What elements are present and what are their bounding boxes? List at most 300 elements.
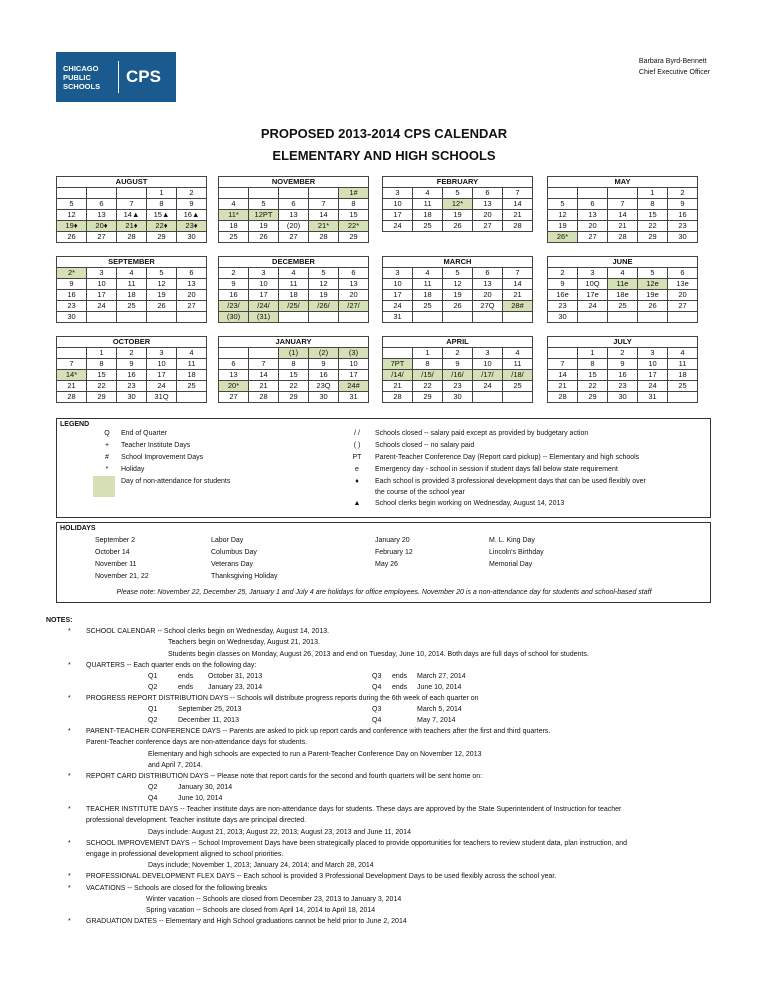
note-sub: Students begin classes on Monday, August 26, 2013 and end on Tuesday, June 10, 2014. Both days are full days of school for students. (168, 650, 589, 658)
day-cell: 14▲ (117, 210, 147, 221)
day-cell: 13 (339, 279, 369, 290)
executive-block (639, 56, 710, 78)
day-cell: 4 (413, 268, 443, 279)
day-cell: /25/ (279, 301, 309, 312)
day-cell: 20* (219, 381, 249, 392)
day-cell: 12 (147, 279, 177, 290)
day-cell: 12e (638, 279, 668, 290)
day-cell: 25 (117, 301, 147, 312)
day-cell: 18 (117, 290, 147, 301)
day-cell: 11* (219, 210, 249, 221)
holiday-date: January 20 (375, 537, 410, 544)
day-cell: 12* (443, 199, 473, 210)
note-item (46, 883, 716, 894)
day-cell: 18e (608, 290, 638, 301)
day-cell: 1 (578, 348, 608, 359)
day-cell: 4 (413, 188, 443, 199)
day-cell: 1 (87, 348, 117, 359)
month-september (56, 256, 207, 323)
day-cell: 22♦ (147, 221, 177, 232)
day-cell (249, 348, 279, 359)
holiday-names-1 (211, 535, 278, 583)
day-cell: 10 (339, 359, 369, 370)
day-cell: 24# (339, 381, 369, 392)
day-cell: 27 (219, 392, 249, 403)
day-cell: 23 (57, 301, 87, 312)
quarter-ends: ends (178, 673, 194, 681)
note-text: PROGRESS REPORT DISTRIBUTION DAYS -- Schools will distribute progress reports during the 6th week of each quarter on (86, 695, 479, 703)
holiday-date: October 14 (95, 549, 130, 556)
legend-text: End of Quarter (121, 430, 167, 437)
day-cell: 2 (548, 268, 578, 279)
day-cell: 12 (548, 210, 578, 221)
day-cell: 3 (473, 348, 503, 359)
day-cell (117, 188, 147, 199)
day-cell: (31) (249, 312, 279, 323)
day-cell: 25 (608, 301, 638, 312)
note-text: PARENT-TEACHER CONFERENCE DAYS -- Parents are asked to pick up report cards and conference with teachers after the first and third quarters. (86, 728, 551, 736)
day-cell (383, 348, 413, 359)
day-cell: 9 (668, 199, 698, 210)
note-sub: Parent-Teacher conference days are non-attendance days for students. (86, 739, 308, 747)
day-cell: 29 (413, 392, 443, 403)
day-cell: 2 (443, 348, 473, 359)
note-text: SCHOOL CALENDAR -- School clerks begin on Wednesday, August 14, 2013. (86, 628, 330, 636)
day-cell: 4 (177, 348, 207, 359)
day-cell: 24 (473, 381, 503, 392)
day-cell: 27 (87, 232, 117, 243)
day-cell: 3 (249, 268, 279, 279)
month-april (382, 336, 533, 403)
note-bullet: * (68, 628, 71, 636)
day-cell: 10 (147, 359, 177, 370)
day-cell: /23/ (219, 301, 249, 312)
day-cell: 25 (413, 221, 443, 232)
month-name: DECEMBER (219, 257, 369, 268)
day-cell: 26 (249, 232, 279, 243)
day-cell (117, 312, 147, 323)
holiday-name: Columbus Day (211, 549, 257, 556)
day-cell: /24/ (249, 301, 279, 312)
holiday-dates-2 (375, 535, 413, 571)
day-cell: 20 (668, 290, 698, 301)
day-cell: 3 (383, 268, 413, 279)
quarter-ends: ends (392, 684, 408, 692)
day-cell: /27/ (339, 301, 369, 312)
day-cell: 7PT (383, 359, 413, 370)
day-cell: 14 (503, 279, 533, 290)
day-cell: 22* (339, 221, 369, 232)
month-name: NOVEMBER (219, 177, 369, 188)
month-name: FEBRUARY (383, 177, 533, 188)
legend-symbol: ♦ (355, 478, 359, 485)
day-cell: 19 (548, 221, 578, 232)
day-cell: 15 (279, 370, 309, 381)
day-cell: 2* (57, 268, 87, 279)
day-cell: 18 (668, 370, 698, 381)
day-cell: 7 (309, 199, 339, 210)
day-cell: 20 (473, 290, 503, 301)
day-cell: 20 (339, 290, 369, 301)
day-cell: 18 (279, 290, 309, 301)
day-cell: 5 (443, 188, 473, 199)
note-bullet: * (68, 839, 71, 847)
day-cell: 6 (473, 188, 503, 199)
holiday-date: May 26 (375, 561, 398, 568)
month-name: OCTOBER (57, 337, 207, 348)
day-cell: 23 (548, 301, 578, 312)
day-cell: 21 (383, 381, 413, 392)
day-cell: /15/ (413, 370, 443, 381)
legend-text: School Improvement Days (121, 454, 204, 461)
day-cell: 5 (309, 268, 339, 279)
legend-symbol: # (105, 454, 109, 461)
day-cell: 31Q (147, 392, 177, 403)
day-cell: 9 (57, 279, 87, 290)
day-cell: 16 (668, 210, 698, 221)
day-cell: 30 (177, 232, 207, 243)
day-cell: 16 (219, 290, 249, 301)
day-cell: 30 (548, 312, 578, 323)
day-cell: 28# (503, 301, 533, 312)
note-sub: Days include; November 1, 2013; January 24, 2014; and March 28, 2014 (148, 862, 374, 870)
note-sub: and April 7, 2014. (148, 761, 203, 769)
legend-symbol: + (104, 442, 110, 449)
month-october (56, 336, 207, 403)
day-cell: 2 (219, 268, 249, 279)
legend-text: the course of the school year (375, 489, 465, 496)
day-cell: 25 (413, 301, 443, 312)
day-cell (503, 312, 533, 323)
holiday-date: September 2 (95, 537, 136, 544)
day-cell: 28 (548, 392, 578, 403)
day-cell: 29 (279, 392, 309, 403)
quarter-date: March 27, 2014 (417, 673, 466, 681)
day-cell: 19 (309, 290, 339, 301)
day-cell (309, 188, 339, 199)
day-cell: 16 (608, 370, 638, 381)
day-cell: 22 (638, 221, 668, 232)
day-cell: 23 (608, 381, 638, 392)
day-cell: 9 (443, 359, 473, 370)
cps-logo (56, 52, 176, 102)
day-cell: 21 (608, 221, 638, 232)
day-cell: 23 (443, 381, 473, 392)
month-november (218, 176, 369, 243)
quarter-date: September 25, 2013 (178, 706, 242, 714)
legend-symbol: * (105, 466, 109, 473)
note-item (46, 771, 716, 782)
day-cell: 3 (578, 268, 608, 279)
exec-name: Barbara Byrd-Bennett (638, 58, 707, 65)
month-february (382, 176, 533, 232)
day-cell: 29 (339, 232, 369, 243)
day-cell: (2) (309, 348, 339, 359)
day-cell: 22 (578, 381, 608, 392)
legend-green-swatch (93, 476, 115, 497)
legend-symbol: PT (352, 454, 362, 461)
day-cell (339, 312, 369, 323)
day-cell: 24 (638, 381, 668, 392)
day-cell: 14 (249, 370, 279, 381)
day-cell: (1) (279, 348, 309, 359)
day-cell (548, 348, 578, 359)
day-cell: 5 (57, 199, 87, 210)
day-cell: 9 (219, 279, 249, 290)
note-sub: Teachers begin on Wednesday, August 21, 2013. (168, 639, 320, 647)
note-text: PROFESSIONAL DEVELOPMENT FLEX DAYS -- Each school is provided 3 Professional Development Days to be used flexibly across the school year. (86, 873, 557, 881)
quarter-label: Q2 (148, 717, 158, 725)
day-cell: 6 (339, 268, 369, 279)
day-cell: /16/ (443, 370, 473, 381)
day-cell: 8 (147, 199, 177, 210)
day-cell (668, 312, 698, 323)
legend-text: Schools closed -- no salary paid (375, 442, 475, 449)
day-cell: 3 (147, 348, 177, 359)
day-cell: 26 (57, 232, 87, 243)
month-may (547, 176, 698, 243)
day-cell (177, 392, 207, 403)
holiday-name: Memorial Day (489, 561, 533, 568)
month-december (218, 256, 369, 323)
day-cell: 27 (279, 232, 309, 243)
quarter-ends: ends (392, 673, 408, 681)
progress-table (46, 704, 716, 726)
day-cell: 1 (147, 188, 177, 199)
quarter-label: Q2 (148, 684, 158, 692)
legend-text: Holiday (121, 466, 145, 473)
holiday-date: November 11 (95, 561, 137, 568)
day-cell: 23♦ (177, 221, 207, 232)
quarter-label: Q4 (372, 717, 382, 725)
logo-line-2: PUBLIC (63, 72, 91, 82)
day-cell: 25 (177, 381, 207, 392)
day-cell: 17 (383, 290, 413, 301)
quarter-label: Q3 (372, 706, 382, 714)
day-cell: 13e (668, 279, 698, 290)
day-cell: 19e (638, 290, 668, 301)
day-cell: 28 (383, 392, 413, 403)
logo-line-1: CHICAGO (63, 63, 99, 73)
legend-text: Day of non-attendance for students (121, 478, 231, 485)
note-item (46, 804, 716, 815)
day-cell: 30 (57, 312, 87, 323)
month-name: JUNE (548, 257, 698, 268)
day-cell: 7 (608, 199, 638, 210)
day-cell: 7 (117, 199, 147, 210)
holiday-name: Veterans Day (211, 561, 254, 568)
day-cell: 13 (473, 199, 503, 210)
note-bullet: * (68, 918, 71, 926)
day-cell (578, 312, 608, 323)
day-cell: 26* (548, 232, 578, 243)
note-bullet: * (68, 806, 71, 814)
day-cell: 15 (87, 370, 117, 381)
day-cell: 28 (117, 232, 147, 243)
day-cell: 26 (147, 301, 177, 312)
day-cell: 24 (147, 381, 177, 392)
month-june (547, 256, 698, 323)
legend-text: School clerks begin working on Wednesday, August 14, 2013 (375, 500, 565, 507)
day-cell: 10 (383, 279, 413, 290)
day-cell: 4 (279, 268, 309, 279)
quarter-label: Q1 (148, 673, 158, 681)
day-cell: 3 (383, 188, 413, 199)
day-cell: /18/ (503, 370, 533, 381)
day-cell (57, 188, 87, 199)
note-item (46, 726, 716, 737)
day-cell: 9 (608, 359, 638, 370)
day-cell: 10 (473, 359, 503, 370)
day-cell (668, 392, 698, 403)
day-cell: 17 (249, 290, 279, 301)
day-cell: 5 (548, 199, 578, 210)
legend-box (56, 418, 711, 518)
quarter-label: Q3 (372, 673, 382, 681)
day-cell: 5 (147, 268, 177, 279)
day-cell: 15 (578, 370, 608, 381)
day-cell: 25 (668, 381, 698, 392)
day-cell: 6 (279, 199, 309, 210)
day-cell: /26/ (309, 301, 339, 312)
note-item (46, 871, 716, 882)
day-cell: 2 (117, 348, 147, 359)
month-name: MARCH (383, 257, 533, 268)
day-cell: 7 (503, 268, 533, 279)
day-cell: 27 (578, 232, 608, 243)
day-cell: 25 (503, 381, 533, 392)
day-cell: 7 (249, 359, 279, 370)
day-cell: 14 (309, 210, 339, 221)
note-item (46, 626, 716, 637)
note-text: QUARTERS -- Each quarter ends on the following day: (86, 661, 257, 669)
day-cell: 13 (219, 370, 249, 381)
day-cell: 2 (177, 188, 207, 199)
month-name: APRIL (383, 337, 533, 348)
day-cell: 6 (473, 268, 503, 279)
day-cell: 3 (638, 348, 668, 359)
day-cell: 14* (57, 370, 87, 381)
day-cell: 6 (177, 268, 207, 279)
day-cell: 30 (309, 392, 339, 403)
day-cell (147, 312, 177, 323)
day-cell: 17 (87, 290, 117, 301)
day-cell: 26 (443, 301, 473, 312)
legend-text: Emergency day - school in session if student days fall below state requirement (375, 466, 618, 473)
day-cell: 21 (57, 381, 87, 392)
quarter-label: Q4 (148, 795, 158, 803)
day-cell: 4 (668, 348, 698, 359)
day-cell: 13 (279, 210, 309, 221)
day-cell: /17/ (473, 370, 503, 381)
day-cell: 30 (117, 392, 147, 403)
legend-symbol: / / (354, 430, 360, 437)
notes-heading: NOTES: (46, 617, 73, 624)
day-cell: 31 (638, 392, 668, 403)
day-cell: 18 (413, 210, 443, 221)
quarter-label: Q4 (372, 684, 382, 692)
day-cell: 29 (638, 232, 668, 243)
day-cell: 7 (503, 188, 533, 199)
day-cell: 31 (383, 312, 413, 323)
day-cell: 6 (219, 359, 249, 370)
day-cell: 26 (638, 301, 668, 312)
day-cell (413, 312, 443, 323)
day-cell: 22 (413, 381, 443, 392)
day-cell: 13 (578, 210, 608, 221)
month-name: AUGUST (57, 177, 207, 188)
day-cell: 21♦ (117, 221, 147, 232)
note-sub: Days include: August 21, 2013; August 22, 2013; August 23, 2013 and June 11, 2014 (148, 828, 411, 836)
day-cell: 29 (87, 392, 117, 403)
day-cell: 27Q (473, 301, 503, 312)
day-cell: 11 (177, 359, 207, 370)
day-cell: 9 (117, 359, 147, 370)
day-cell: 13 (87, 210, 117, 221)
legend-text: Schools closed -- salary paid except as provided by budgetary action (375, 430, 589, 437)
report-card-table (46, 782, 716, 804)
day-cell (443, 312, 473, 323)
day-cell: 30 (608, 392, 638, 403)
logo-abbr: CPS (118, 61, 161, 93)
day-cell: 14 (503, 199, 533, 210)
day-cell: 6 (668, 268, 698, 279)
day-cell (279, 188, 309, 199)
day-cell: 2 (668, 188, 698, 199)
day-cell: 24 (383, 221, 413, 232)
day-cell: (30) (219, 312, 249, 323)
day-cell: 16e (548, 290, 578, 301)
day-cell: 11 (413, 199, 443, 210)
day-cell: 18 (413, 290, 443, 301)
day-cell: 12 (57, 210, 87, 221)
day-cell: 13 (177, 279, 207, 290)
holiday-dates-1 (95, 535, 149, 583)
legend-symbol: ▲ (353, 500, 361, 507)
day-cell: 8 (279, 359, 309, 370)
legend-heading: LEGEND (60, 421, 90, 428)
day-cell: 16 (309, 370, 339, 381)
day-cell: 17 (383, 210, 413, 221)
day-cell (57, 348, 87, 359)
day-cell (503, 392, 533, 403)
day-cell: 27 (177, 301, 207, 312)
note-sub: Elementary and high schools are expected to run a Parent-Teacher Conference Day on November 12, 2013 (148, 750, 482, 758)
day-cell: 16 (117, 370, 147, 381)
quarter-date: May 7, 2014 (417, 717, 456, 725)
day-cell: /14/ (383, 370, 413, 381)
day-cell: 20 (177, 290, 207, 301)
day-cell: 29 (147, 232, 177, 243)
day-cell: 5 (443, 268, 473, 279)
day-cell: 21 (249, 381, 279, 392)
note-text: REPORT CARD DISTRIBUTION DAYS -- Please note that report cards for the second and fourth quarters will be sent home on: (86, 773, 483, 781)
day-cell (473, 312, 503, 323)
day-cell: 8 (413, 359, 443, 370)
day-cell: 27 (668, 301, 698, 312)
day-cell: 17 (147, 370, 177, 381)
day-cell: 11 (503, 359, 533, 370)
day-cell: 12 (309, 279, 339, 290)
day-cell: 23 (117, 381, 147, 392)
note-bullet: * (68, 773, 71, 781)
day-cell: 3 (87, 268, 117, 279)
month-january (218, 336, 369, 403)
day-cell (608, 188, 638, 199)
day-cell: 1 (413, 348, 443, 359)
quarter-date: March 5, 2014 (417, 706, 462, 714)
note-bullet: * (68, 728, 71, 736)
